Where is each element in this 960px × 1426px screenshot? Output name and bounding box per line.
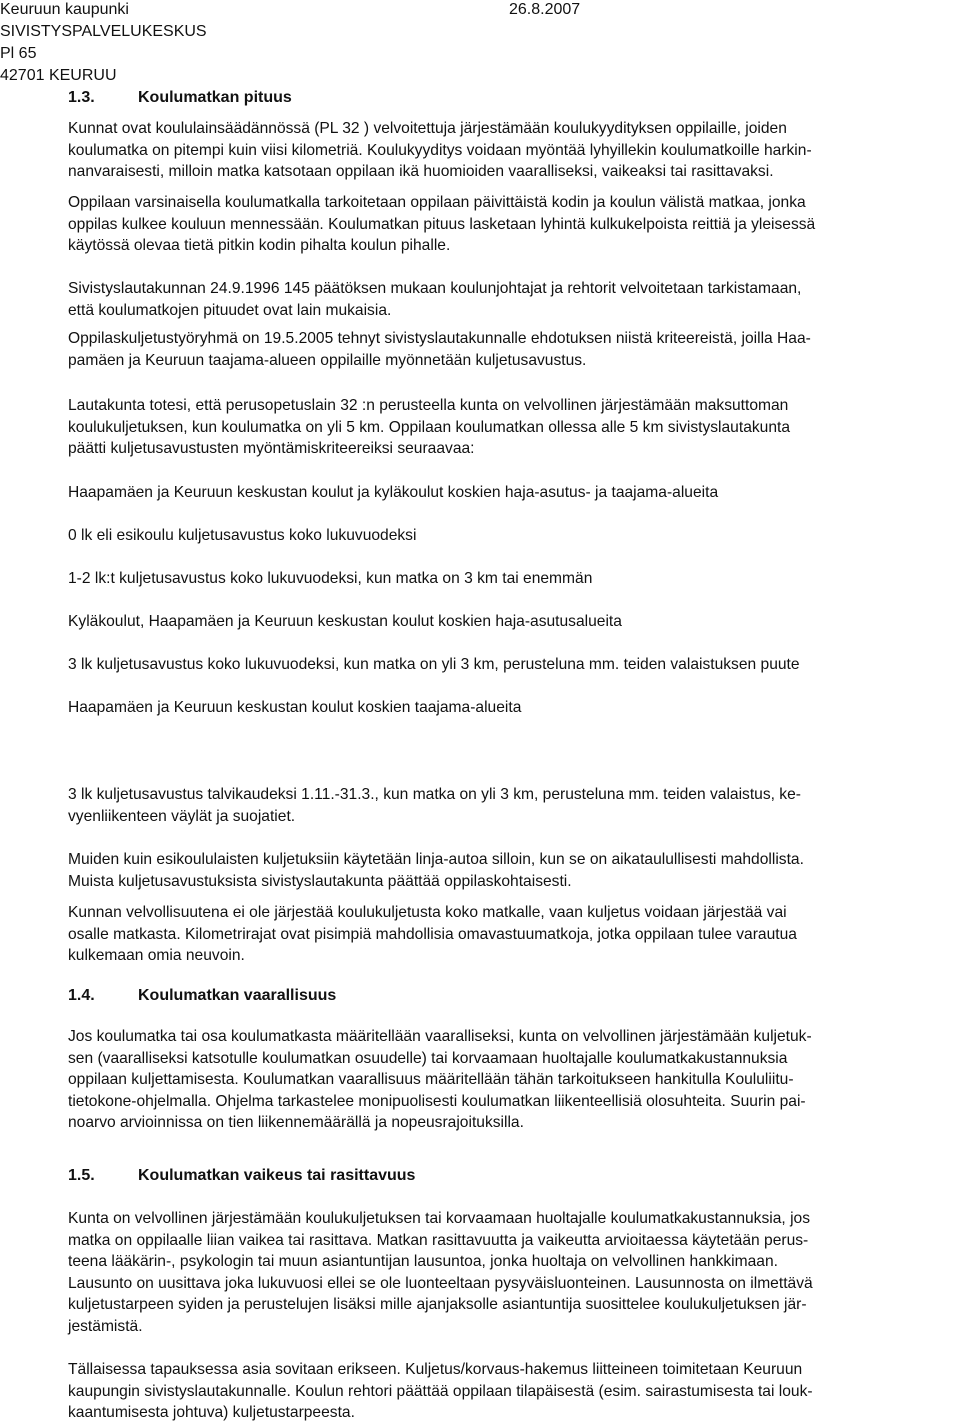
paragraph-difficulty-assessment: Kunta on velvollinen järjestämään koulukuljetuksen tai korvaamaan huoltajalle koulumatkakustannuksia, jos matka on oppilaalle liian vaikea tai rasittava. Matkan rasittavuutta ja vaikeutta arvioitaessa käytetään perus- teena lääkärin-, psykologin tai muun asiantuntijan lausuntoa, jonka huoltaja on velvollinen hankkimaan. Lausunto on uusittava joka lukuvuosi ellei se ole luonteeltaan pysyväisluonteinen. Lausunnosta on ilmettävä kuljetustarpeen syiden ja perustelujen lisäksi mille ajanjaksolle asiantuntija suosittelee koulukuljetuksen jär- jestämistä. [68, 1210, 813, 1335]
criteria-item-grades-1-2: 1-2 lk:t kuljetusavustus koko lukuvuodeksi, kun matka on 3 km tai enemmän [68, 570, 593, 587]
section-title: Koulumatkan vaikeus tai rasittavuus [138, 1167, 416, 1184]
paragraph-application-process: Tällaisessa tapauksessa asia sovitaan erikseen. Kuljetus/korvaus-hakemus liitteineen toimitetaan Keuruun kaupungin sivistyslautakunnalle. Koulun rehtori päättää oppilaan tilapäisestä (esim. sairastumisesta tai louk- kaantumisesta johtuva) kuljetustarpeesta. [68, 1361, 813, 1422]
section-heading-1-3 [68, 88, 292, 108]
criteria-item-grade-3-winter: 3 lk kuljetusavustus talvikaudeksi 1.11.-31.3., kun matka on yli 3 km, perusteluna mm. teiden valaistus, ke- vyenliikenteen väylät ja suojatiet. [68, 786, 801, 825]
section-heading-1-4 [68, 986, 336, 1006]
paragraph-municipal-duty: Kunnan velvollisuutena ei ole järjestää koulukuljetusta koko matkalle, vaan kuljetus voidaan järjestää vai osalle matkasta. Kilometrirajat ovat pisimpiä mahdollisia omavastuumatkoja, jotka oppilaan tulee varautua kulkemaan omia neuvoin. [68, 904, 797, 965]
criteria-group-heading-3: Haapamäen ja Keuruun keskustan koulut koskien taajama-alueita [68, 699, 522, 716]
paragraph-board-decision-criteria: Lautakunta totesi, että perusopetuslain 32 :n perusteella kunta on velvollinen järjestämään maksuttoman koulukuljetuksen, kun koulumatka on yli 5 km. Oppilaan koulumatkan ollessa alle 5 km sivistyslautakunta päätti kuljetusavustusten myöntämiskriteereiksi seuraavaa: [68, 397, 791, 458]
criteria-group-heading-2: Kyläkoulut, Haapamäen ja Keuruun keskustan koulut koskien haja-asutusalueita [68, 613, 622, 630]
criteria-group-heading-1: Haapamäen ja Keuruun keskustan koulut ja kyläkoulut koskien haja-asutus- ja taajama-alueita [68, 484, 719, 501]
section-title: Koulumatkan pituus [138, 89, 292, 106]
department-name: SIVISTYSPALVELUKESKUS [0, 23, 207, 40]
section-number: 1.4. [68, 987, 95, 1004]
paragraph-working-group-2005: Oppilaskuljetustyöryhmä on 19.5.2005 tehnyt sivistyslautakunnalle ehdotuksen niistä kriteereistä, joilla Haa- pamäen ja Keuruun taajama-alueen oppilaille myönnetään kuljetusavustus. [68, 330, 811, 369]
paragraph-legal-obligation: Kunnat ovat koululainsäädännössä (PL 32 ) velvoitettuja järjestämään koulukyydityksen oppilaille, joiden koulumatka on pitempi kuin viisi kilometriä. Koulukyyditys voidaan myöntää lyhyillekin koulumatkoille harkin- nanvaraisesti, milloin matka katsotaan oppilaan ikä huomioiden vaaralliseksi, vaikeaksi tai rasittavaksi. [68, 120, 812, 181]
criteria-item-grade-3-full-year: 3 lk kuljetusavustus koko lukuvuodeksi, kun matka on yli 3 km, perusteluna mm. teiden valaistuksen puute [68, 656, 800, 673]
document-date: 26.8.2007 [509, 1, 581, 18]
org-name: Keuruun kaupunki [0, 1, 129, 18]
section-number: 1.5. [68, 1167, 95, 1184]
po-box: Pl 65 [0, 45, 37, 62]
section-number: 1.3. [68, 89, 95, 106]
section-title: Koulumatkan vaarallisuus [138, 987, 337, 1004]
paragraph-bus-transport: Muiden kuin esikoululaisten kuljetuksiin käytetään linja-autoa silloin, kun se on aikataulullisesti mahdollista. Muista kuljetusavustuksista sivistyslautakunta päättää oppilaskohtaisesti. [68, 851, 804, 890]
paragraph-definition: Oppilaan varsinaisella koulumatkalla tarkoitetaan oppilaan päivittäistä kodin ja koulun välistä matkaa, jonka oppilas kulkee kouluun mennessään. Koulumatkan pituus lasketaan lyhintä kulkukelpoista reittiä ja yleisessä käytössä olevaa tietä pitkin kodin pihalta koulun pihalle. [68, 194, 816, 255]
paragraph-board-decision-1996: Sivistyslautakunnan 24.9.1996 145 päätöksen mukaan koulunjohtajat ja rehtorit velvoitetaan tarkistamaan, että koulumatkojen pituudet ovat lain mukaisia. [68, 280, 802, 319]
paragraph-danger-assessment: Jos koulumatka tai osa koulumatkasta määritellään vaaralliseksi, kunta on velvollinen järjestämään kuljetuk- sen (vaaralliseksi katsotulle koulumatkan osuudelle) tai korvaamaan huoltajalle koulumatkakustannuksia oppilaan kuljettamisesta. Koulumatkan vaarallisuus määritellään tähän tarkoitukseen hankitulla Koululiitu- tietokone-ohjelmalla. Ohjelma tarkastelee monipuolisesti koulumatkan liikenteellisiä olosuhteita. Suurin pai- noarvo arvioinnissa on tien liikennemäärällä ja nopeusrajoituksilla. [68, 1028, 812, 1132]
postal-address: 42701 KEURUU [0, 67, 117, 84]
section-heading-1-5 [68, 1166, 415, 1186]
criteria-item-preschool: 0 lk eli esikoulu kuljetusavustus koko lukuvuodeksi [68, 527, 417, 544]
